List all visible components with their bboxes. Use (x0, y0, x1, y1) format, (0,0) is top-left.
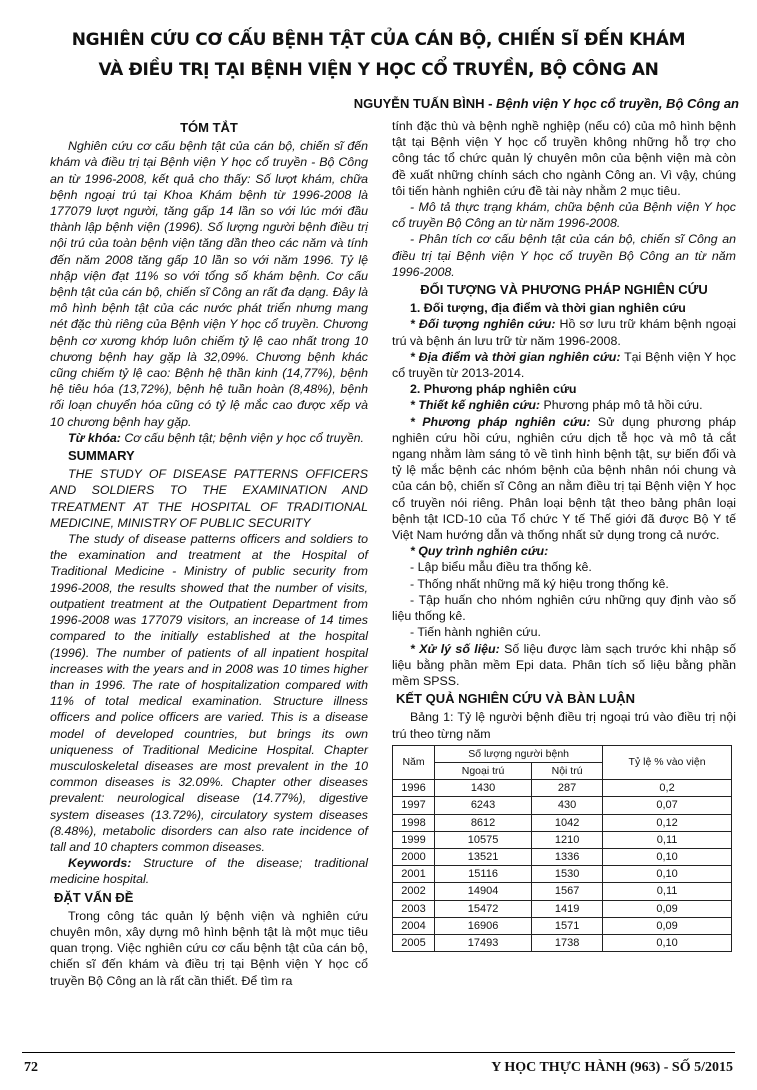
summary-keywords-label: Keywords: (68, 856, 132, 871)
procedure-label: * Quy trình nghiên cứu: (410, 544, 549, 559)
intro-heading: ĐẶT VẤN ĐỀ (54, 889, 134, 905)
table-cell: 287 (532, 780, 603, 797)
table-row (393, 848, 732, 865)
data-table (392, 745, 732, 952)
data-processing-text: Số liệu được làm sạch trước khi nhập số liệu bằng phần mềm Epi data. Phân tích số liệu bằng phần mềm SPSS. (392, 641, 736, 688)
table-row (393, 797, 732, 814)
table-cell: 1998 (393, 814, 435, 831)
table-row (393, 883, 732, 900)
table-cell: 10575 (435, 831, 532, 848)
data-processing-label: * Xử lý số liệu: (410, 641, 500, 656)
procedure-step-2: - Thống nhất những mã ký hiệu trong thống kê. (410, 576, 669, 591)
table-cell: 0,07 (603, 797, 732, 814)
abstract-keywords-value: Cơ cấu bệnh tật; bệnh viện y học cổ truyền. (124, 430, 364, 445)
intro-paragraph: Trong công tác quản lý bệnh viện và nghiên cứu chuyên môn, xây dựng mô hình bệnh tật là một mục tiêu quan trọng. Việc nghiên cứu cơ cấu bệnh tật của cán bộ, chiến sĩ đến khám và điều trị tại Bệnh viện Y học cổ truyền Bộ Công an là rất cần thiết. Để tìm ra (50, 908, 368, 988)
summary-keywords-value: Structure of the disease; traditional medicine hospital. (50, 856, 368, 887)
table-cell: 0,09 (603, 900, 732, 917)
study-design (392, 397, 736, 413)
methods-heading: ĐỐI TƯỢNG VÀ PHƯƠNG PHÁP NGHIÊN CỨU (420, 282, 708, 298)
col-header-rate: Tỷ lệ % vào viện (603, 745, 732, 779)
summary-text: The study of disease patterns officers and soldiers to the examination and treatment at the Hospital of Traditional Medicine - Ministry of public security from 1996-2008, the results showed that the number of visits, outpatient treatment at the Outpatient Department from 1996-2008 was 177079 visitors, an increase of 14 times compared to the initially established at the hospital (1996). The number of patients of all inpatient hospital increases with the years and in 2008 was 10 times higher than in 1996. The rate of hospitalization compared with 11% of total medical examination. Structure illness officers and police officers are varied. This is a disease model of developed countries, but brings its own uniqueness of Traditional Medicine Hospital. Chapter musculoskeletal diseases are most prevalent in the 10 common diseases is 32.09%. Chapter other diseases prevalent: neurological disease (14.77%), digestive system diseases (13.72%), circulatory system diseases (8.48%), metabolic disorders can also rate incidence of tall and 10 chapters common diseases. (50, 532, 368, 854)
table-row (393, 900, 732, 917)
table-cell: 1336 (532, 848, 603, 865)
study-subject (392, 316, 736, 348)
table-caption: Bảng 1: Tỷ lệ người bệnh điều trị ngoại trú vào điều trị nội trú theo từng năm (392, 710, 736, 741)
table-row (393, 917, 732, 934)
table-cell: 1567 (532, 883, 603, 900)
study-design-label: * Thiết kế nghiên cứu: (410, 398, 541, 413)
table-cell: 17493 (435, 934, 532, 951)
study-method-label: * Phương pháp nghiên cứu: (410, 414, 591, 429)
table-row (393, 866, 732, 883)
study-place-text: Tại Bệnh viện Y học cổ truyền từ 2013-2014. (392, 349, 736, 381)
col-header-outpatient: Ngoại trú (435, 762, 532, 779)
table-cell: 0,10 (603, 934, 732, 951)
table-cell: 0,11 (603, 883, 732, 900)
study-design-text: Phương pháp mô tả hồi cứu. (543, 398, 703, 413)
study-place (392, 349, 736, 381)
table-cell: 15472 (435, 900, 532, 917)
author-name: NGUYỄN TUẤN BÌNH - (353, 96, 493, 111)
procedure-step-3: - Tập huấn cho nhóm nghiên cứu những quy định vào số liệu thống kê. (392, 592, 736, 624)
col-header-patients: Số lượng người bệnh (435, 745, 603, 762)
methods-subheading-2: 2. Phương pháp nghiên cứu (410, 382, 577, 397)
table-cell: 1996 (393, 780, 435, 797)
table-cell: 13521 (435, 848, 532, 865)
table-cell: 1997 (393, 797, 435, 814)
table-row (393, 814, 732, 831)
article-title-line-2: VÀ ĐIỀU TRỊ TẠI BỆNH VIỆN Y HỌC CỔ TRUYỀN, BỘ CÔNG AN (98, 60, 659, 80)
abstract-keywords-label: Từ khóa: (68, 430, 121, 445)
table-cell: 8612 (435, 814, 532, 831)
table-row (393, 780, 732, 797)
intro-paragraph-continued: tính đặc thù và bệnh nghề nghiệp (nếu có) của mô hình bệnh tật tại Bệnh viện Y học cổ truyền không những hỗ trợ cho công tác tổ chức quản lý chuyên môn của bệnh viện mà còn đề xuất những chính sách cho ngành Công an. Vì vậy, chúng tôi tiến hành nghiên cứu đề tài này nhằm 2 mục tiêu. (392, 119, 736, 198)
table-cell: 0,09 (603, 917, 732, 934)
summary-title: THE STUDY OF DISEASE PATTERNS OFFICERS AND SOLDIERS TO THE EXAMINATION AND TREATMENT AT THE HOSPITAL OF TRADITIONAL MEDICINE, MINISTRY OF PUBLIC SECURITY (50, 467, 368, 530)
table-cell: 1430 (435, 780, 532, 797)
table-cell: 1210 (532, 831, 603, 848)
table-cell: 1738 (532, 934, 603, 951)
table-cell: 430 (532, 797, 603, 814)
table-cell: 2003 (393, 900, 435, 917)
study-method (392, 414, 736, 544)
table-cell: 2001 (393, 866, 435, 883)
goal-2: - Phân tích cơ cấu bệnh tật của cán bộ, chiến sĩ Công an điều trị tại Bệnh viện Y học cổ truyền Bộ Công an từ năm 1996-2008. (392, 232, 736, 279)
study-subject-text: Hồ sơ lưu trữ khám bệnh ngoại trú và bệnh án lưu trữ từ năm 1996-2008. (392, 317, 736, 348)
summary-keywords (50, 855, 368, 887)
table-cell: 1419 (532, 900, 603, 917)
left-column (50, 118, 368, 989)
table-row (393, 934, 732, 951)
goal-1: - Mô tả thực trạng khám, chữa bệnh của Bệnh viện Y học cổ truyền Bộ Công an từ năm 1996-2008. (392, 200, 736, 231)
table-cell: 0,10 (603, 866, 732, 883)
table-cell: 0,11 (603, 831, 732, 848)
table-cell: 0,12 (603, 814, 732, 831)
table-body (393, 780, 732, 952)
right-column (392, 118, 736, 952)
table-cell: 14904 (435, 883, 532, 900)
table-cell: 2000 (393, 848, 435, 865)
table-cell: 1571 (532, 917, 603, 934)
study-place-label: * Địa điểm và thời gian nghiên cứu: (410, 349, 621, 364)
table-cell: 6243 (435, 797, 532, 814)
data-processing (392, 641, 736, 690)
table-cell: 2002 (393, 883, 435, 900)
page-number: 72 (24, 1060, 38, 1075)
table-cell: 0,2 (603, 780, 732, 797)
table-cell: 1530 (532, 866, 603, 883)
table-cell: 16906 (435, 917, 532, 934)
procedure-step-1: - Lập biểu mẫu điều tra thống kê. (410, 560, 592, 575)
col-header-year: Năm (393, 745, 435, 779)
study-method-text: Sử dụng phương pháp nghiên cứu hồi cứu, nghiên cứu dịch tễ học và mô tả cắt ngang nhằm làm sáng tỏ về tình hình bệnh tật, sự biến đổi và tỷ lệ mắc bệnh các nhóm bệnh của bệnh nhân nói chung và của cán bộ, chiến sĩ Công an nằm điều trị tại Bệnh viện Y học cổ truyền nói riêng. Phân loại bệnh tật theo bảng phân loại bệnh tật ICD-10 của Tổ chức Y tế Thế giới đã được Bộ Y tế Việt Nam hướng dẫn và thống nhất sử dụng trong cả nước. (392, 414, 736, 543)
study-subject-label: * Đối tượng nghiên cứu: (410, 317, 556, 332)
table-cell: 2004 (393, 917, 435, 934)
abstract-keywords (50, 430, 368, 446)
abstract-heading: TÓM TẮT (180, 120, 238, 135)
table-row (393, 831, 732, 848)
author-line (354, 96, 739, 111)
author-affiliation: Bệnh viện Y học cổ truyền, Bộ Công an (496, 96, 739, 111)
table-cell: 0,10 (603, 848, 732, 865)
table-cell: 1042 (532, 814, 603, 831)
journal-issue: Y HỌC THỰC HÀNH (963) - SỐ 5/2015 (491, 1060, 733, 1075)
table-cell: 15116 (435, 866, 532, 883)
article-title-line-1: NGHIÊN CỨU CƠ CẤU BỆNH TẬT CỦA CÁN BỘ, CHIẾN SĨ ĐẾN KHÁM (71, 30, 686, 50)
methods-subheading-1: 1. Đối tượng, địa điểm và thời gian nghiên cứu (410, 301, 686, 316)
col-header-inpatient: Nội trú (532, 762, 603, 779)
procedure-step-4: - Tiến hành nghiên cứu. (410, 625, 541, 640)
summary-heading: SUMMARY (68, 448, 135, 464)
results-heading: KẾT QUẢ NGHIÊN CỨU VÀ BÀN LUẬN (396, 691, 636, 707)
footer-divider (22, 1052, 735, 1053)
table-cell: 1999 (393, 831, 435, 848)
table-cell: 2005 (393, 934, 435, 951)
abstract-text: Nghiên cứu cơ cấu bệnh tật của cán bộ, chiến sĩ đến khám và điều trị tại Bệnh viện Y học cổ truyền - Bộ Công an từ 1996-2008, kết quả cho thấy: Số lượt khám, chữa bệnh ngoại trú tại Khoa Khám bệnh từ 1996-2008 là 177079 lượt người, tăng gấp 14 lần so với lúc mới đầu thành lập bệnh viện (1996). Số lượng người bệnh điều trị nội trú của toàn bệnh viện tăng dần theo các năm và tính đến năm 2008 tăng gấp 10 lần so với năm 1996. Tỷ lệ nhập viện đạt 11% so với tổng số khám bệnh. Cơ cấu bệnh tật của cán bộ, chiến sĩ Công an rất đa dạng. Đây là mô hình bệnh tật của các nước phát triển nhưng mang nét đặc thù riêng của Bệnh viện Y học cổ truyền. Chương bệnh cơ xương khớp luôn chiếm tỷ lệ cao nhất trong 10 chương bệnh hay gặp là 32,09%. Chương bệnh khác cũng chiếm tỷ lệ cao: Bệnh hệ thần kinh (14,77%), bệnh hệ tiêu hóa (13,72%), bệnh hệ tuần hoàn (8,48%), bệnh rối loạn chuyển hóa cũng có tỷ lệ mắc cao được xếp và 10 chương bệnh hay gặp. (50, 139, 368, 429)
